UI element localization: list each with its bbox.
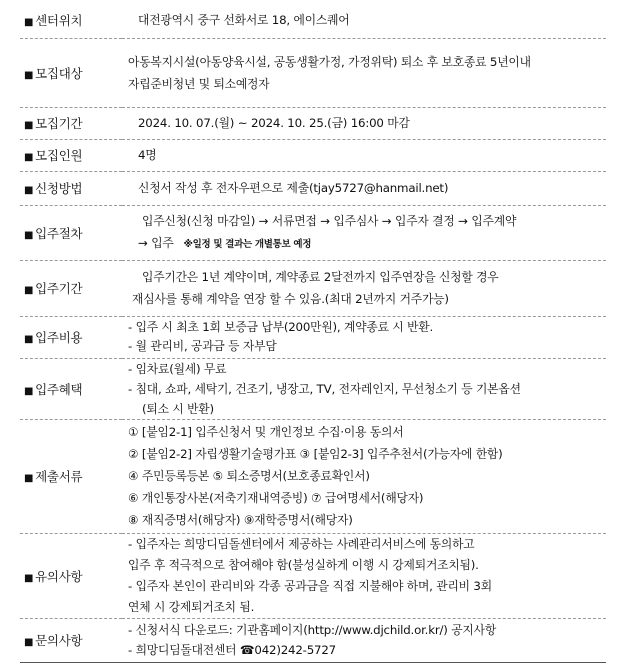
row-label: ■ 유의사항 — [20, 533, 122, 618]
bullet-square-icon: ■ — [24, 185, 34, 196]
row-value: 2024. 10. 07.(월) ~ 2024. 10. 25.(금) 16:00 마감 — [122, 107, 606, 139]
row-value: 신청서 작성 후 전자우편으로 제출(tjay5727@hanmail.net) — [122, 171, 606, 205]
row-value: 입주기간은 1년 계약이며, 계약종료 2달전까지 입주연장을 신청할 경우 재심사를 통해 계약을 연장 할 수 있음.(최대 2년까지 거주가능) — [122, 260, 606, 316]
row-value: 아동복지시설(아동양육시설, 공동생활가정, 가정위탁) 퇴소 후 보호종료 5년이내 자립준비청년 및 퇴소예정자 — [122, 38, 606, 107]
row-contact — [20, 618, 606, 662]
row-label: ■ 입주비용 — [20, 316, 122, 358]
bullet-square-icon: ■ — [24, 473, 34, 484]
row-apply-method — [20, 171, 606, 205]
row-target — [20, 38, 606, 107]
row-value: - 신청서식 다운로드: 기관홈페이지(http://www.djchild.or.kr/) 공지사항 - 희망디딤돌대전센터 ☎042)242-5727 — [122, 618, 606, 662]
row-headcount — [20, 139, 606, 171]
row-stay-period — [20, 260, 606, 316]
bullet-square-icon: ■ — [24, 120, 34, 131]
recruitment-info-table — [20, 3, 606, 663]
row-label: ■ 모집인원 — [20, 139, 122, 171]
bullet-square-icon: ■ — [24, 17, 34, 29]
bullet-square-icon: ■ — [24, 385, 34, 397]
row-value: 대전광역시 중구 선화서로 18, 에이스퀘어 — [138, 13, 350, 28]
row-label: ■ 센터위치 — [24, 13, 83, 29]
row-period — [20, 107, 606, 139]
bullet-square-icon: ■ — [24, 69, 34, 81]
row-benefits — [20, 358, 606, 419]
row-documents — [20, 419, 606, 533]
row-label: ■ 문의사항 — [20, 618, 122, 662]
row-label: ■ 모집기간 — [20, 107, 122, 139]
row-value: 4명 — [122, 139, 606, 171]
row-value: ① [붙임2-1] 입주신청서 및 개인정보 수집·이용 동의서 ② [붙임2-2] 자립생활기술평가표 ③ [붙임2-3] 입주추천서(가능자에 한함) ④ 주민등록등본 ⑤ 퇴소증명서(보호종료확인서) ⑥ 개인통장사본(저축기재내역증빙) ⑦ 급여명세서(해당자) ⑧ 재직증명서(해당자) ⑨재학증명서(해당자) — [122, 419, 606, 533]
row-value: - 임차료(월세) 무료 - 침대, 쇼파, 세탁기, 건조기, 냉장고, TV, 전자레인지, 무선청소기 등 기본옵션 (퇴소 시 반환) — [122, 358, 606, 419]
bullet-square-icon: ■ — [24, 637, 34, 648]
row-label: ■ 신청방법 — [20, 171, 122, 205]
row-label: ■ 모집대상 — [20, 38, 122, 107]
bullet-square-icon: ■ — [24, 229, 34, 241]
row-label: ■ 입주절차 — [20, 205, 122, 260]
row-label: ■ 입주기간 — [20, 260, 122, 316]
bullet-square-icon: ■ — [24, 285, 34, 296]
row-value: - 입주자는 희망디딤돌센터에서 제공하는 사례관리서비스에 동의하고 입주 후 적극적으로 참여해야 함(불성실하게 이행 시 강제퇴거조치됨). - 입주자 본인이 관리비와 각종 공과금을 직접 지불해야 하며, 관리비 3회 연체 시 강제퇴거조치 됨. — [122, 533, 606, 618]
row-procedure — [20, 205, 606, 260]
row-location — [20, 3, 606, 38]
procedure-note: ※일정 및 결과는 개별통보 예정 — [183, 238, 312, 250]
row-cost — [20, 316, 606, 358]
bullet-square-icon: ■ — [24, 572, 34, 584]
bullet-square-icon: ■ — [24, 334, 34, 345]
row-label: ■ 입주혜택 — [20, 358, 122, 419]
row-value: 입주신청(신청 마감일) → 서류면접 → 입주심사 → 입주자 결정 → 입주계약 → 입주 ※일정 및 결과는 개별통보 예정 — [122, 205, 606, 260]
row-notes — [20, 533, 606, 618]
row-label: ■ 제출서류 — [20, 419, 122, 533]
bullet-square-icon: ■ — [24, 152, 34, 163]
row-value: - 입주 시 최초 1회 보증금 납부(200만원), 계약종료 시 반환. - 월 관리비, 공과금 등 자부담 — [122, 316, 606, 358]
